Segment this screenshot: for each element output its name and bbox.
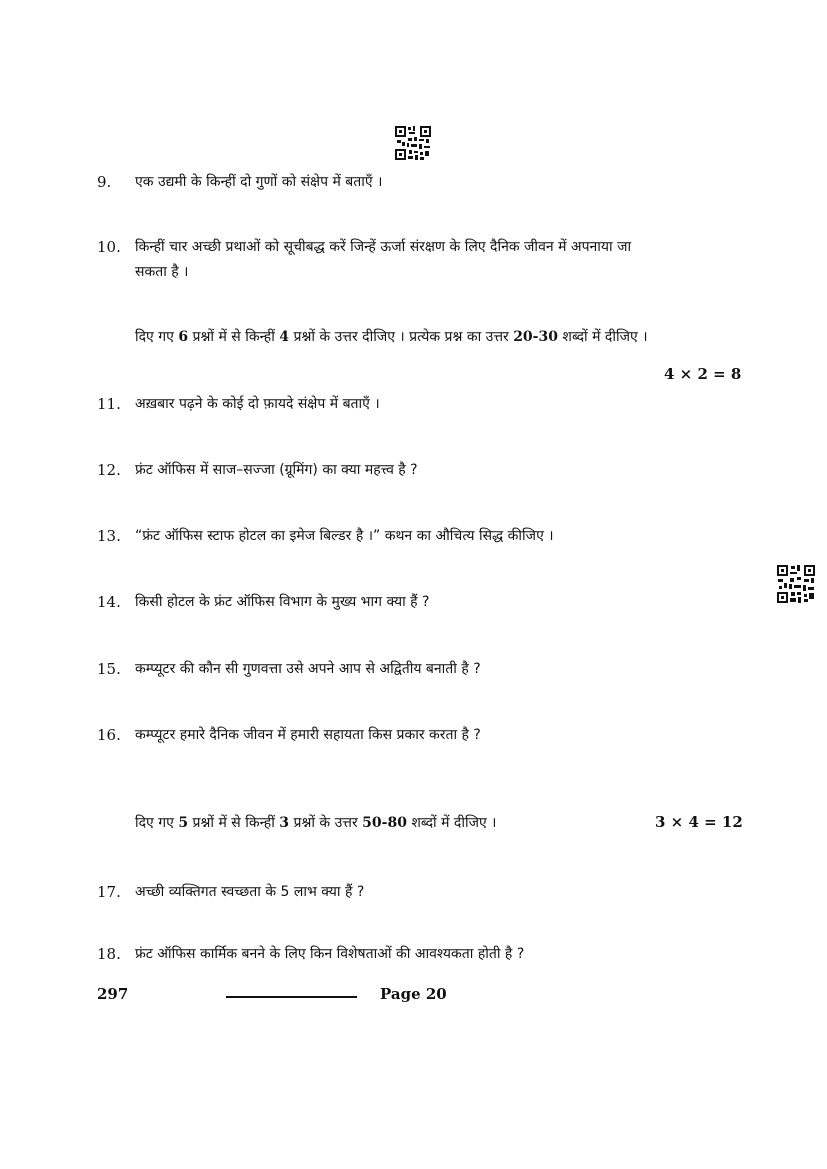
instruction-word-limit: 20-30	[513, 329, 558, 345]
question-number: 18.	[97, 945, 121, 963]
question-number: 13.	[97, 527, 121, 545]
instruction-total-count: 5	[178, 815, 189, 831]
section-instruction	[135, 325, 648, 349]
instruction-attempt-count: 3	[279, 815, 290, 831]
question-number: 17.	[97, 883, 121, 901]
question-number: 14.	[97, 593, 121, 611]
instruction-text: प्रश्नों में से किन्हीं	[188, 329, 280, 345]
question-text: फ्रंट ऑफिस में साज–सज्जा (ग्रूमिंग) का क्या महत्त्व है ?	[135, 462, 418, 478]
question-number: 16.	[97, 726, 121, 744]
page-number: Page 20	[380, 985, 447, 1003]
instruction-attempt-count: 4	[279, 329, 290, 345]
instruction-total-count: 6	[178, 329, 189, 345]
question-text: कम्प्यूटर हमारे दैनिक जीवन में हमारी सहायता किस प्रकार करता है ?	[135, 727, 481, 743]
question-number: 15.	[97, 660, 121, 678]
question-text-line-1: किन्हीं चार अच्छी प्रथाओं को सूचीबद्ध करें जिन्हें ऊर्जा संरक्षण के लिए दैनिक जीवन में अपनाया जा	[135, 239, 632, 255]
question-text: किसी होटल के फ्रंट ऑफिस विभाग के मुख्य भाग क्या हैं ?	[135, 594, 430, 610]
question-text: फ्रंट ऑफिस कार्मिक बनने के लिए किन विशेषताओं की आवश्यकता होती है ?	[135, 946, 525, 962]
section-marks: 3 × 4 = 12	[655, 813, 743, 831]
paper-code: 297	[97, 985, 129, 1003]
side-qr-code-icon	[777, 565, 815, 603]
instruction-text: दिए गए	[135, 329, 179, 345]
question-text: अच्छी व्यक्तिगत स्वच्छता के 5 लाभ क्या हैं ?	[135, 884, 365, 900]
footer-divider	[226, 996, 357, 998]
question-text: कम्प्यूटर की कौन सी गुणवत्ता उसे अपने आप से अद्वितीय बनाती है ?	[135, 661, 481, 677]
question-number: 12.	[97, 461, 121, 479]
question-text: अख़बार पढ़ने के कोई दो फ़ायदे संक्षेप में बताएँ ।	[135, 396, 380, 412]
instruction-text: प्रश्नों के उत्तर दीजिए । प्रत्येक प्रश्न का उत्तर	[289, 329, 514, 345]
question-text: एक उद्यमी के किन्हीं दो गुणों को संक्षेप में बताएँ ।	[135, 174, 383, 190]
question-number: 11.	[97, 395, 121, 413]
section-marks: 4 × 2 = 8	[664, 365, 742, 383]
instruction-text: प्रश्नों के उत्तर	[289, 815, 363, 831]
instruction-text: प्रश्नों में से किन्हीं	[188, 815, 280, 831]
question-text-line-2: सकता है ।	[135, 264, 189, 280]
instruction-text: शब्दों में दीजिए ।	[406, 815, 497, 831]
section-instruction	[135, 811, 496, 835]
instruction-word-limit: 50-80	[362, 815, 407, 831]
qr-code-icon	[395, 126, 431, 160]
question-number: 9.	[97, 173, 112, 191]
question-text: “फ्रंट ऑफिस स्टाफ होटल का इमेज बिल्डर है ।” कथन का औचित्य सिद्ध कीजिए ।	[135, 528, 554, 544]
instruction-text: दिए गए	[135, 815, 179, 831]
instruction-text: शब्दों में दीजिए ।	[557, 329, 648, 345]
question-number: 10.	[97, 238, 121, 256]
